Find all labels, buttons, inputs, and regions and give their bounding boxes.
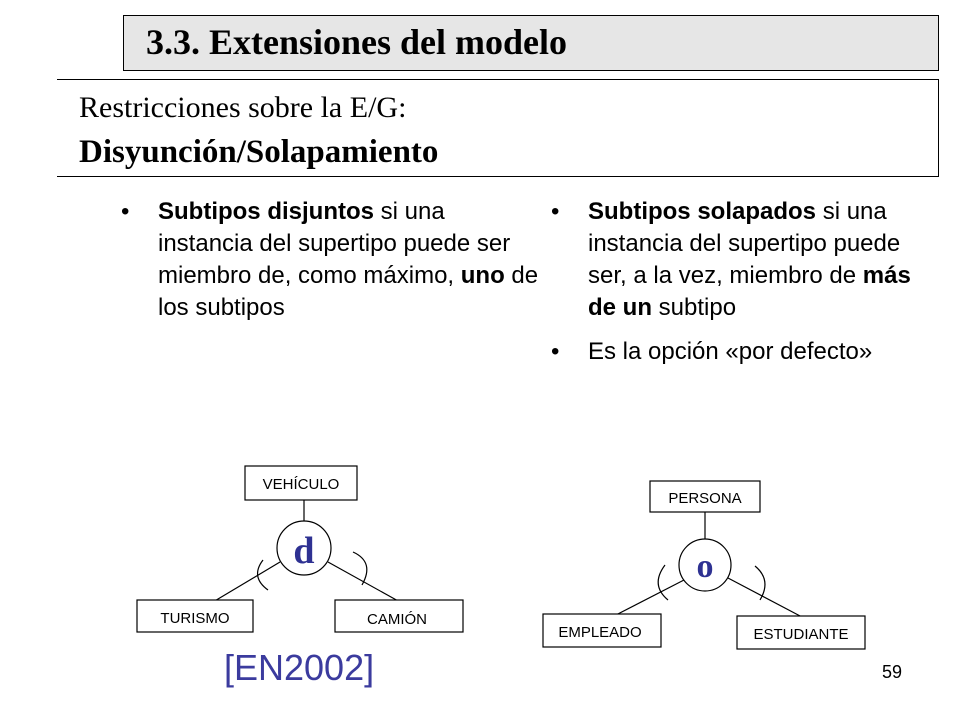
subtitle-line-1: Restricciones sobre la E/G: — [79, 91, 407, 124]
connector-line — [213, 562, 280, 602]
bullet-dot: • — [121, 198, 130, 225]
entity-label-estudiante: ESTUDIANTE — [753, 626, 849, 643]
bullet-dot: • — [551, 198, 560, 225]
page-number: 59 — [882, 662, 903, 682]
text-overlap-2: subtipo — [652, 294, 737, 321]
entity-label-camion: CAMIÓN — [367, 611, 427, 628]
overlap-symbol: o — [696, 548, 714, 585]
term-mas-de-un: más de un — [588, 262, 911, 321]
text-disjoint-1: si una instancia del supertipo puede ser miembro de, como máximo, — [158, 198, 511, 289]
term-uno: uno — [460, 262, 505, 289]
subtitle-line-2: Disyunción/Solapamiento — [79, 134, 439, 170]
overlap-specialization-diagram — [543, 481, 865, 649]
disjoint-symbol: d — [293, 530, 315, 572]
slide-title: 3.3. Extensiones del modelo — [146, 22, 568, 62]
connector-line — [612, 580, 684, 617]
entity-label-empleado: EMPLEADO — [558, 624, 642, 641]
entity-label-persona: PERSONA — [668, 490, 742, 507]
subset-arc-icon — [658, 565, 668, 600]
entity-label-turismo: TURISMO — [160, 610, 230, 627]
text-overlap-1: si una instancia del supertipo puede ser, a la vez, miembro de — [588, 198, 901, 289]
term-disjoint: Subtipos disjuntos — [158, 198, 374, 225]
disjoint-specialization-diagram — [137, 466, 463, 632]
reference-citation: [EN2002] — [224, 647, 375, 688]
entity-label-vehiculo: VEHÍCULO — [262, 476, 340, 493]
term-overlap: Subtipos solapados — [588, 198, 817, 225]
text-disjoint-2: de los subtipos — [158, 262, 539, 321]
bullet-dot: • — [551, 338, 560, 365]
text-default-option: Es la opción «por defecto» — [588, 338, 873, 365]
